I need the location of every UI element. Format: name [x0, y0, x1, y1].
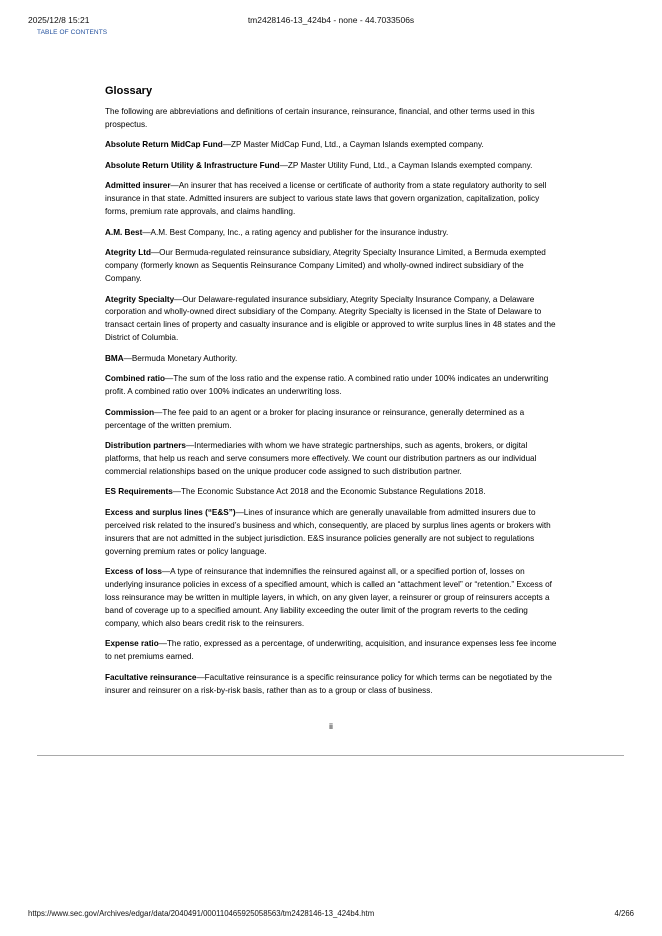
glossary-entry	[105, 638, 557, 664]
glossary-definition: —Our Bermuda-regulated reinsurance subsidiary, Ategrity Specialty Insurance Limited, a Bermuda exempted company (formerly known as Sequentis Reinsurance Company Limited) and wholly-owned indirect subsidiary of the Company.	[105, 248, 546, 284]
glossary-definition: —An insurer that has received a license or certificate of authority from a state regulatory authority to sell insurance in that state. Admitted insurers are subject to various state laws that govern organization, capitalization, policy forms, premium rate approvals, and claims handling.	[105, 181, 547, 217]
glossary-term: Combined ratio	[105, 374, 166, 384]
glossary-entry	[105, 407, 557, 433]
glossary-definition: —The fee paid to an agent or a broker for placing insurance or reinsurance, generally determined as a percentage of the written premium.	[105, 407, 525, 430]
glossary-definition: —ZP Master Utility Fund, Ltd., a Cayman Islands exempted company.	[279, 160, 533, 170]
glossary-entry	[105, 160, 557, 173]
glossary-term: Excess and surplus lines (“E&S”)	[105, 507, 236, 517]
glossary-entry	[105, 486, 557, 499]
glossary-definition: —The Economic Substance Act 2018 and the Economic Substance Regulations 2018.	[172, 487, 486, 497]
glossary-definition: —Intermediaries with whom we have strategic partnerships, such as agents, brokers, or digital platforms, that help us reach and serve consumers more effectively. We count our distribution partners as our individual commercial relationships based on the unique producer code assigned to such distribution partner.	[105, 441, 537, 476]
glossary-term: Facultative reinsurance	[105, 672, 197, 682]
glossary-entry	[105, 440, 557, 479]
glossary-entry	[105, 566, 557, 631]
glossary-definition: —A type of reinsurance that indemnifies the reinsured against all, or a specified portion of, losses on underlying insurance policies in excess of a specified amount, which is called an “attachment level” or “retention.” Excess of loss reinsurance may be written in multiple layers, in which, on any given layer, a reinsurer or group of reinsurers accepts a band of coverage up to a specified amount. Any liability exceeding the outer limit of the program reverts to the ceding company, which also bears credit risk to the reinsurers.	[105, 567, 552, 628]
print-page-count: 4/266	[614, 909, 634, 918]
table-of-contents-link[interactable]: TABLE OF CONTENTS	[37, 29, 108, 36]
glossary-entry	[105, 353, 557, 366]
glossary-definition: —Facultative reinsurance is a specific reinsurance policy for which terms can be negotiated by the insurer and reinsurer on a risk-by-risk basis, rather than as to a group or class of business.	[105, 672, 552, 695]
glossary-definition: —The sum of the loss ratio and the expense ratio. A combined ratio under 100% indicates an underwriting profit. A combined ratio over 100% indicates an underwriting loss.	[105, 374, 549, 397]
page-divider	[37, 755, 624, 756]
glossary-term: Admitted insurer	[105, 181, 171, 191]
page-number: ii	[329, 721, 333, 731]
glossary-term: A.M. Best	[105, 227, 143, 237]
glossary-definition: —ZP Master MidCap Fund, Ltd., a Cayman Islands exempted company.	[222, 140, 484, 150]
glossary-definition: —Bermuda Monetary Authority.	[123, 353, 238, 363]
glossary-term: Expense ratio	[105, 639, 159, 649]
glossary-entry	[105, 227, 557, 240]
print-datetime: 2025/12/8 15:21	[28, 15, 90, 25]
glossary-entry	[105, 139, 557, 152]
glossary-entry	[105, 672, 557, 698]
glossary-term: ES Requirements	[105, 487, 173, 497]
glossary-term: Ategrity Specialty	[105, 294, 175, 304]
glossary-intro: The following are abbreviations and definitions of certain insurance, reinsurance, financial, and other terms used in this prospectus.	[105, 107, 535, 129]
glossary-term: BMA	[105, 353, 124, 363]
glossary-title: Glossary	[105, 85, 153, 97]
glossary-term: Commission	[105, 407, 155, 417]
glossary-entry	[105, 294, 557, 346]
glossary-definition: —The ratio, expressed as a percentage, of underwriting, acquisition, and insurance expenses less fee income to net premiums earned.	[105, 639, 557, 662]
glossary-entry	[105, 247, 557, 286]
glossary-entry	[105, 373, 557, 399]
glossary-term: Ategrity Ltd	[105, 248, 151, 258]
print-footer-url: https://www.sec.gov/Archives/edgar/data/2040491/000110465925058563/tm2428146-13_424b4.htm	[28, 909, 375, 918]
glossary-section	[105, 84, 557, 705]
glossary-entry	[105, 180, 557, 219]
glossary-term: Distribution partners	[105, 441, 186, 451]
glossary-term: Absolute Return Utility & Infrastructure Fund	[105, 160, 280, 170]
glossary-definition: —Lines of insurance which are generally unavailable from admitted insurers due to perceived risk related to the insured’s business and which, consequently, are placed by surplus lines agents or brokers with insurers that are not admitted in the subject jurisdiction. E&S insurance policies generally are not subject to regulations governing premium rates or policy language.	[105, 507, 551, 556]
glossary-term: Absolute Return MidCap Fund	[105, 140, 223, 150]
glossary-definition: —Our Delaware-regulated insurance subsidiary, Ategrity Specialty Insurance Company, a Delaware corporation and wholly-owned direct subsidiary of the Company. Ategrity Specialty is licensed in the State of Delaware to transact certain lines of property and casualty insurance and is eligible or approved to write surplus lines in 48 states and the District of Columbia.	[105, 294, 556, 343]
glossary-definition: —A.M. Best Company, Inc., a rating agency and publisher for the insurance industry.	[142, 227, 449, 237]
print-document-title: tm2428146-13_424b4 - none - 44.7033506s	[247, 15, 415, 25]
glossary-term: Excess of loss	[105, 567, 162, 577]
glossary-entry	[105, 507, 557, 559]
